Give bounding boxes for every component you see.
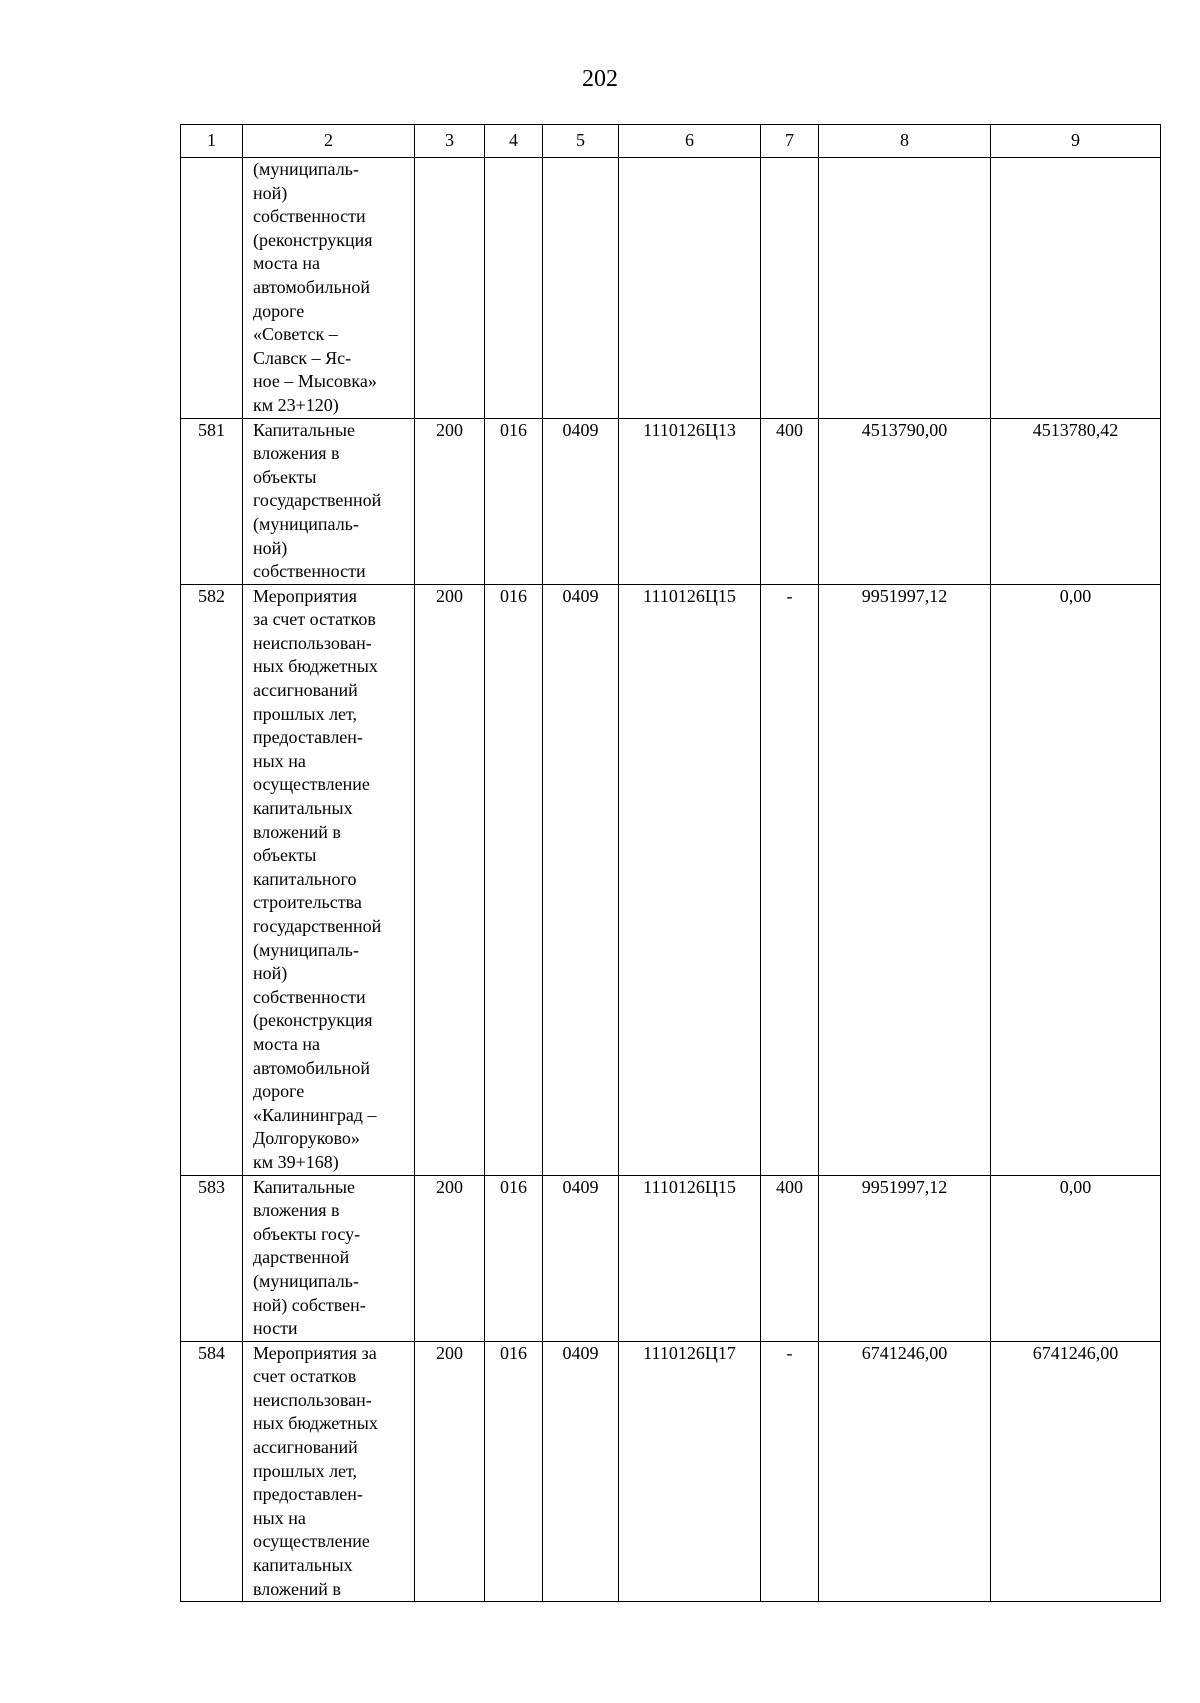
column-header: 7 [761, 125, 819, 158]
page-number: 202 [582, 66, 618, 92]
table-row [181, 418, 1161, 584]
row-description: Капитальные вложения в объекты госу- дарственной (муниципаль- ной) собствен- ности [243, 1175, 415, 1341]
cell-col5: 0409 [543, 1175, 619, 1341]
column-header: 4 [485, 125, 543, 158]
column-header: 3 [415, 125, 485, 158]
row-number: 584 [181, 1341, 243, 1602]
cell-col8: 6741246,00 [819, 1341, 991, 1602]
cell-col5: 0409 [543, 418, 619, 584]
row-description: (муниципаль- ной) собственности (реконструкция моста на автомобильной дороге «Советск – Славск – Яс- ное – Мысовка» км 23+120) [243, 158, 415, 419]
cell-col4 [485, 158, 543, 419]
header-row [181, 125, 1161, 158]
row-description: Мероприятия за счет остатков неиспользован- ных бюджетных ассигнований прошлых лет, предоставлен- ных на осуществление капитальных вложений в [243, 1341, 415, 1602]
column-header: 5 [543, 125, 619, 158]
cell-col3: 200 [415, 1175, 485, 1341]
cell-col9: 6741246,00 [991, 1341, 1161, 1602]
cell-col6: 1110126Ц15 [619, 1175, 761, 1341]
row-description: Мероприятия за счет остатков неиспользован- ных бюджетных ассигнований прошлых лет, предоставлен- ных на осуществление капитальных вложений в объекты капитального строительства государственной (муниципаль- ной) собственности (реконструкция моста на автомобильной дороге «Калининград – Долгоруково» км 39+168) [243, 584, 415, 1175]
row-number: 582 [181, 584, 243, 1175]
cell-col3: 200 [415, 418, 485, 584]
cell-col5 [543, 158, 619, 419]
row-description: Капитальные вложения в объекты государственной (муниципаль- ной) собственности [243, 418, 415, 584]
column-header: 9 [991, 125, 1161, 158]
row-number: 581 [181, 418, 243, 584]
cell-col4: 016 [485, 1175, 543, 1341]
cell-col6: 1110126Ц15 [619, 584, 761, 1175]
column-header: 2 [243, 125, 415, 158]
column-header: 1 [181, 125, 243, 158]
cell-col7: - [761, 584, 819, 1175]
cell-col8 [819, 158, 991, 419]
cell-col4: 016 [485, 584, 543, 1175]
cell-col3 [415, 158, 485, 419]
table-row [181, 1175, 1161, 1341]
cell-col9: 0,00 [991, 1175, 1161, 1341]
cell-col3: 200 [415, 584, 485, 1175]
cell-col6: 1110126Ц17 [619, 1341, 761, 1602]
cell-col9 [991, 158, 1161, 419]
cell-col9: 0,00 [991, 584, 1161, 1175]
cell-col3: 200 [415, 1341, 485, 1602]
budget-table [180, 124, 1161, 1602]
cell-col5: 0409 [543, 584, 619, 1175]
column-header: 8 [819, 125, 991, 158]
cell-col6 [619, 158, 761, 419]
cell-col7: 400 [761, 1175, 819, 1341]
cell-col7: 400 [761, 418, 819, 584]
cell-col9: 4513780,42 [991, 418, 1161, 584]
cell-col4: 016 [485, 1341, 543, 1602]
cell-col7 [761, 158, 819, 419]
column-header: 6 [619, 125, 761, 158]
row-number [181, 158, 243, 419]
table-row [181, 584, 1161, 1175]
cell-col5: 0409 [543, 1341, 619, 1602]
cell-col8: 9951997,12 [819, 584, 991, 1175]
row-number: 583 [181, 1175, 243, 1341]
cell-col6: 1110126Ц13 [619, 418, 761, 584]
cell-col4: 016 [485, 418, 543, 584]
cell-col7: - [761, 1341, 819, 1602]
table-row [181, 158, 1161, 419]
cell-col8: 4513790,00 [819, 418, 991, 584]
table-row [181, 1341, 1161, 1602]
cell-col8: 9951997,12 [819, 1175, 991, 1341]
